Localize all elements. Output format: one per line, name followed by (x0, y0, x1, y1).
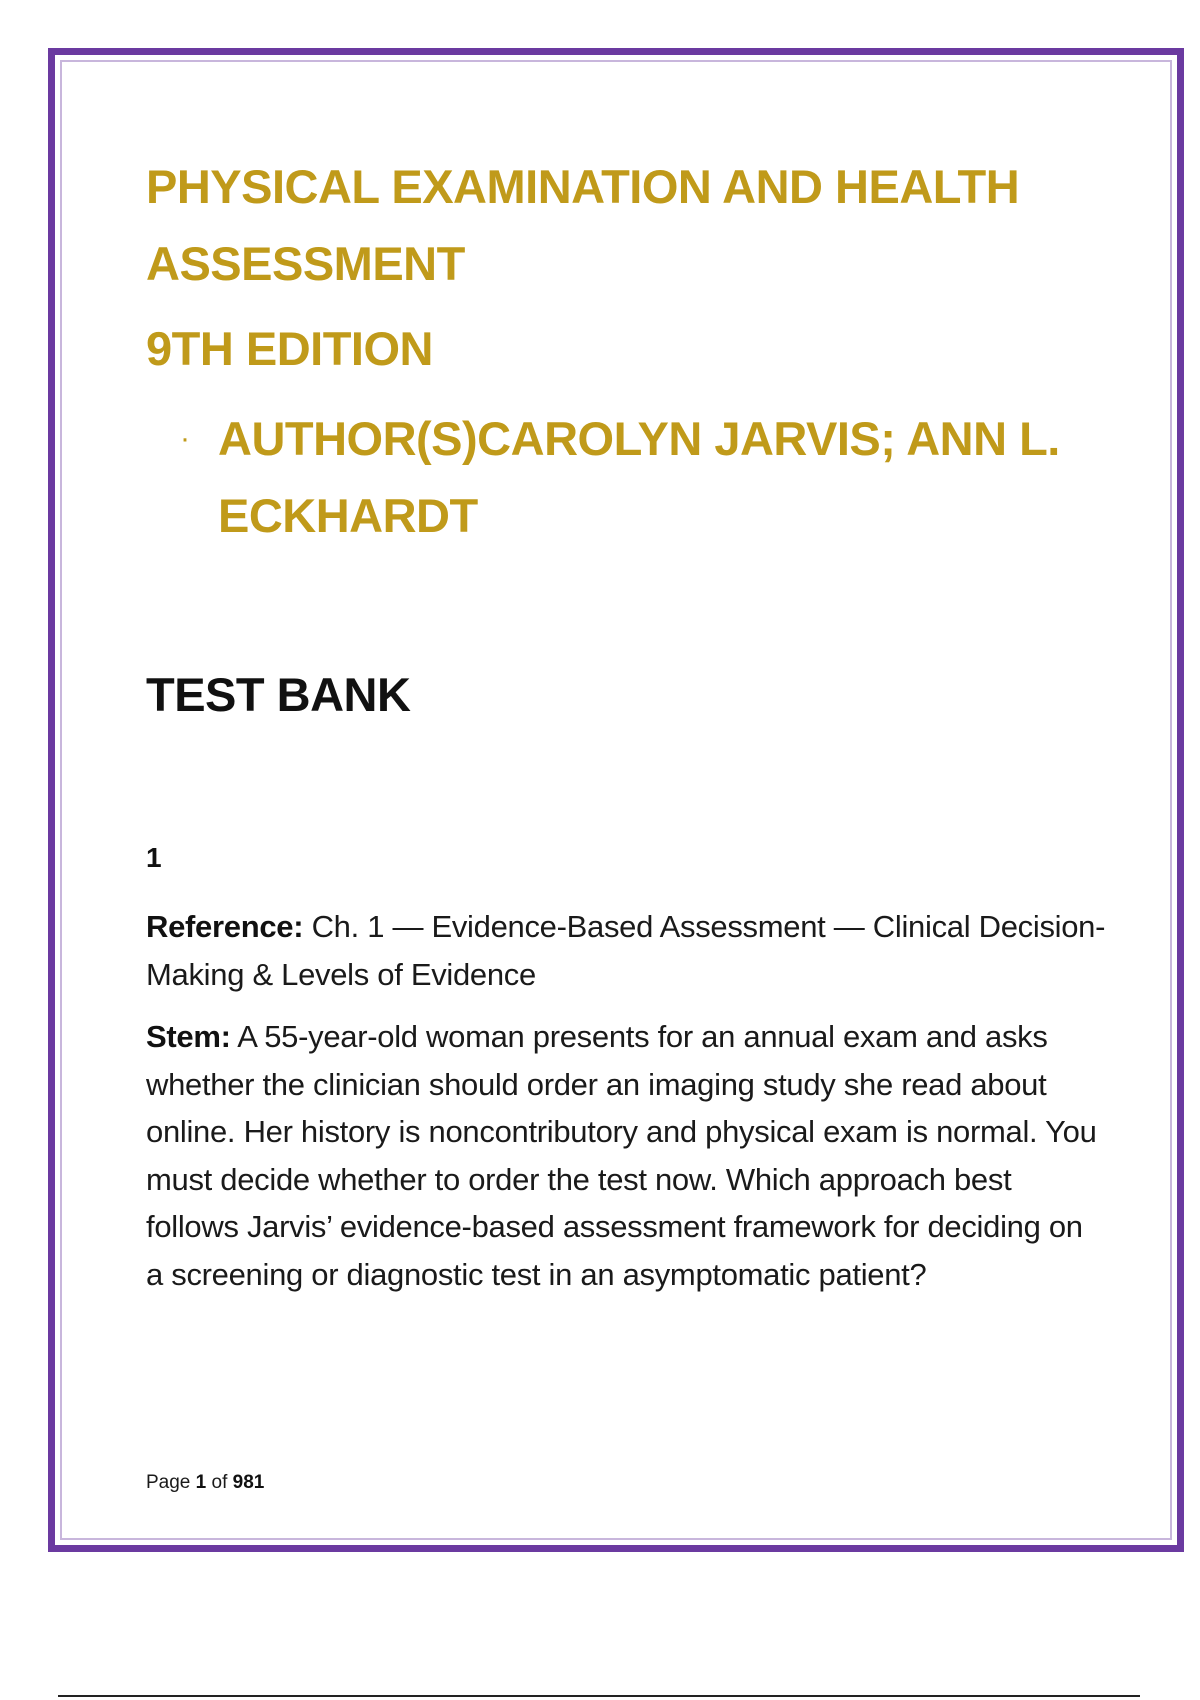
page-prefix: Page (146, 1472, 196, 1493)
edition-label: 9TH EDITION (146, 322, 433, 375)
book-title: PHYSICAL EXAMINATION AND HEALTH ASSESSMENT (146, 160, 1020, 290)
page-separator: of (206, 1472, 233, 1493)
question-number: 1 (146, 842, 162, 873)
bullet-icon: · (180, 422, 190, 455)
bottom-divider (58, 1695, 1140, 1697)
section-heading: TEST BANK (146, 668, 411, 721)
reference-text: Ch. 1 — Evidence-Based Assessment — Clinical Decision-Making & Levels of Evidence (146, 909, 1106, 992)
stem-label: Stem: (146, 1019, 231, 1054)
reference-label: Reference: (146, 909, 304, 944)
current-page-number: 1 (195, 1472, 207, 1493)
question-reference (146, 903, 1106, 998)
question-stem (146, 1013, 1106, 1298)
author-line: AUTHOR(S)CAROLYN JARVIS; ANN L. ECKHARDT (218, 412, 1060, 542)
stem-text: A 55-year-old woman presents for an annual exam and asks whether the clinician should order an imaging study she read about online. Her history is noncontributory and physical exam is normal. You must decide whether to order the test now. Which approach best follows Jarvis’ evidence-based assessment framework for deciding on a screening or diagnostic test in an asymptomatic patient? (146, 1019, 1097, 1292)
author-list-item (146, 400, 1086, 554)
total-pages: 981 (232, 1472, 265, 1493)
page-footer (146, 1470, 264, 1496)
